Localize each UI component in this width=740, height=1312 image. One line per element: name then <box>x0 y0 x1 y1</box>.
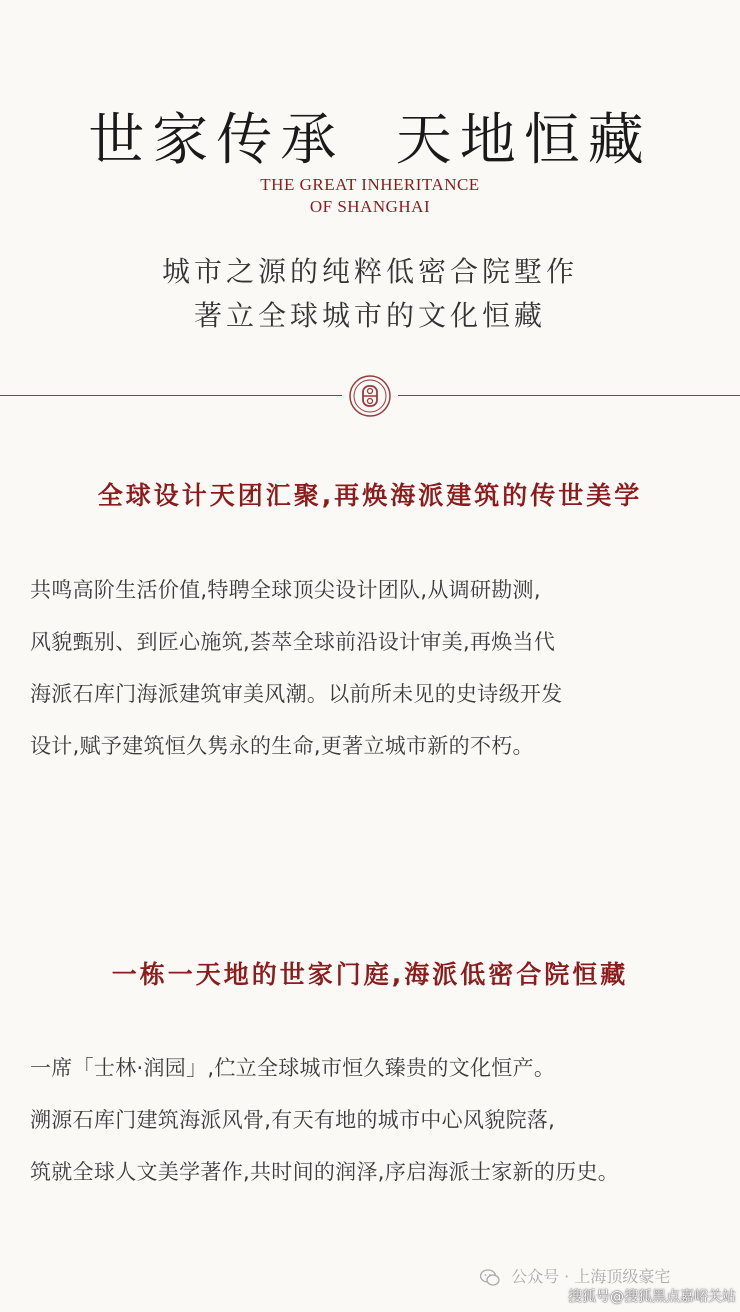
page-title: 世家传承 天地恒藏 <box>88 108 652 173</box>
divider-line-right <box>398 395 740 396</box>
section-heading-design: 全球设计天团汇聚,再焕海派建筑的传世美学 <box>97 481 643 510</box>
sohu-watermark: 搜狐号@搜狐黑点嘉峪关站 <box>568 1289 736 1305</box>
english-title-line: OF SHANGHAI <box>309 197 431 216</box>
section-body-design <box>30 564 720 772</box>
body-line: 风貌甄别、到匠心施筑,荟萃全球前沿设计审美,再焕当代 <box>30 630 556 654</box>
wechat-account-label <box>480 1264 730 1286</box>
section-body-courtyard <box>30 1042 720 1198</box>
divider-line-left <box>0 395 342 396</box>
body-line: 海派石库门海派建筑审美风潮。以前所未见的史诗级开发 <box>30 682 563 706</box>
wechat-icon <box>480 1269 500 1287</box>
ornament-emblem-icon <box>348 374 392 418</box>
subtitle-line: 著立全球城市的文化恒藏 <box>193 299 546 332</box>
section-heading-courtyard: 一栋一天地的世家门庭,海派低密合院恒藏 <box>111 960 629 989</box>
english-title-line: THE GREAT INHERITANCE <box>260 175 480 194</box>
ornamental-divider <box>0 372 740 420</box>
body-line: 一席「士林·润园」,伫立全球城市恒久臻贵的文化恒产。 <box>30 1056 556 1080</box>
body-line: 设计,赋予建筑恒久隽永的生命,更著立城市新的不朽。 <box>30 734 534 758</box>
subtitle-line: 城市之源的纯粹低密合院墅作 <box>161 255 578 288</box>
subtitle <box>0 250 740 338</box>
body-line: 共鸣高阶生活价值,特聘全球顶尖设计团队,从调研勘测, <box>30 578 541 602</box>
wechat-account-text: 公众号 · 上海顶级豪宅 <box>511 1267 671 1286</box>
body-line: 筑就全球人文美学著作,共时间的润泽,序启海派士家新的历史。 <box>30 1160 620 1184</box>
body-line: 溯源石库门建筑海派风骨,有天有地的城市中心风貌院落, <box>30 1108 556 1132</box>
english-title <box>0 174 740 218</box>
